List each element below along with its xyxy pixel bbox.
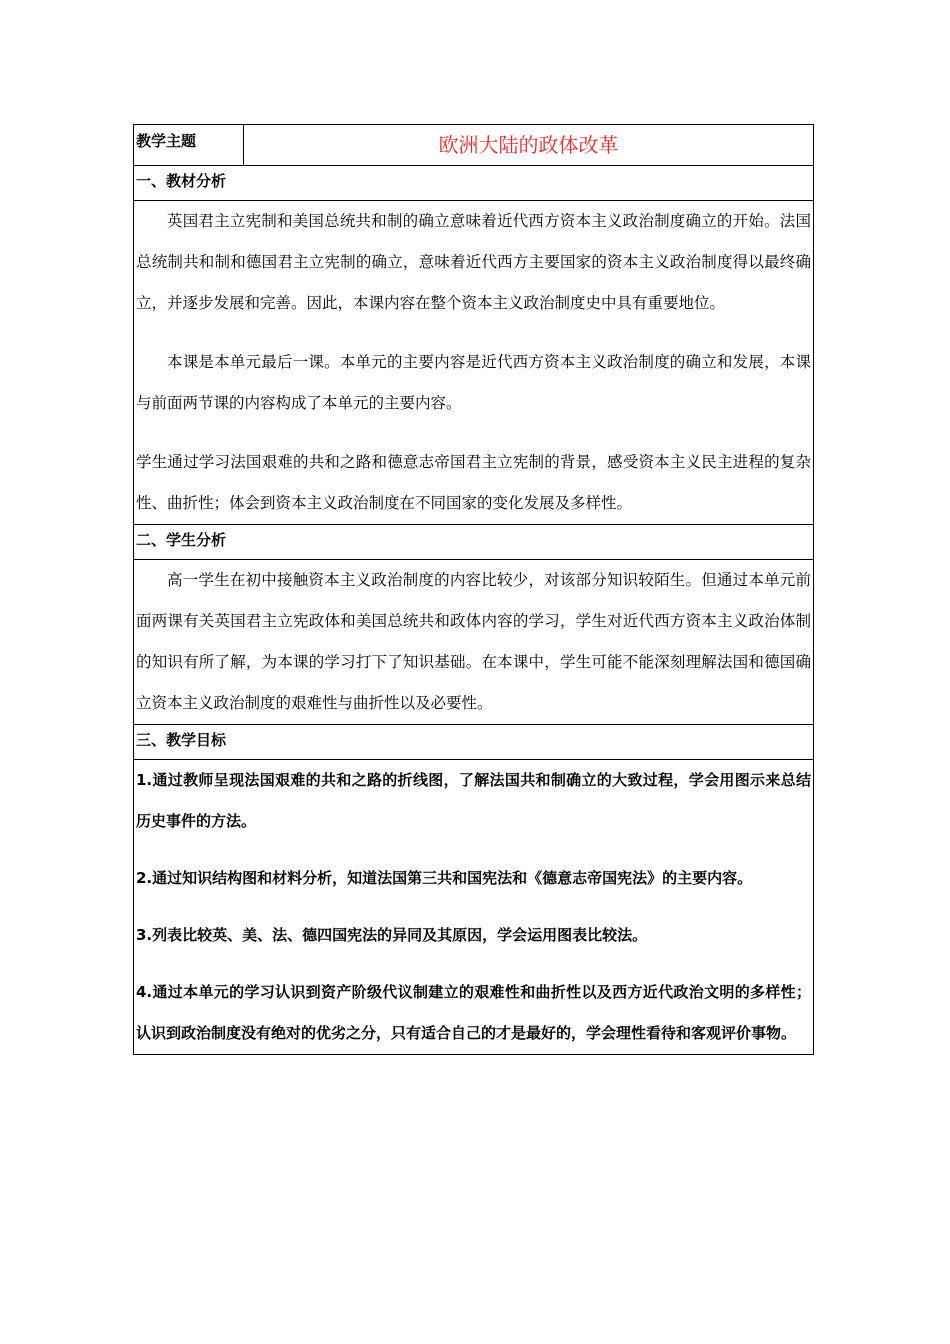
section-heading-row xyxy=(134,725,814,760)
material-analysis-heading: 一、教材分析 xyxy=(134,166,814,201)
lesson-title: 欧洲大陆的政体改革 xyxy=(244,125,814,166)
student-analysis-row xyxy=(134,560,814,725)
goal-item: 1.通过教师呈现法国艰难的共和之路的折线图，了解法国共和制确立的大致过程，学会用图示来总结历史事件的方法。 xyxy=(136,771,811,830)
student-paragraph: 高一学生在初中接触资本主义政治制度的内容比较少，对该部分知识较陌生。但通过本单元前面两课有关英国君主立宪政体和美国总统共和政体内容的学习，学生对近代西方资本主义政治体制的知识有所了解，为本课的学习打下了知识基础。在本课中，学生可能不能深刻理解法国和德国确立资本主义政治制度的艰难性与曲折性以及必要性。 xyxy=(136,571,811,712)
header-row xyxy=(134,125,814,166)
teaching-goals-heading: 三、教学目标 xyxy=(134,725,814,760)
teaching-goals-body xyxy=(134,760,814,1055)
section-heading-row xyxy=(134,166,814,201)
material-analysis-body xyxy=(134,201,814,525)
material-paragraph: 本课是本单元最后一课。本单元的主要内容是近代西方资本主义政治制度的确立和发展，本课与前面两节课的内容构成了本单元的主要内容。 xyxy=(136,353,811,412)
material-paragraph: 英国君主立宪制和美国总统共和制的确立意味着近代西方资本主义政治制度确立的开始。法国总统制共和制和德国君主立宪制的确立，意味着近代西方主要国家的资本主义政治制度得以最终确立，并逐步发展和完善。因此，本课内容在整个资本主义政治制度史中具有重要地位。 xyxy=(136,212,811,312)
goal-item: 2.通过知识结构图和材料分析，知道法国第三共和国宪法和《德意志帝国宪法》的主要内容。 xyxy=(136,869,753,887)
student-analysis-heading: 二、学生分析 xyxy=(134,525,814,560)
teaching-goals-row xyxy=(134,760,814,1055)
material-paragraph: 学生通过学习法国艰难的共和之路和德意志帝国君主立宪制的背景，感受资本主义民主进程的复杂性、曲折性；体会到资本主义政治制度在不同国家的变化发展及多样性。 xyxy=(136,453,811,512)
material-analysis-row xyxy=(134,201,814,525)
topic-label: 教学主题 xyxy=(134,125,244,166)
lesson-plan-table xyxy=(133,124,814,1055)
goal-item: 3.列表比较英、美、法、德四国宪法的异同及其原因，学会运用图表比较法。 xyxy=(136,926,648,944)
student-analysis-body xyxy=(134,560,814,725)
section-heading-row xyxy=(134,525,814,560)
goal-item: 4.通过本单元的学习认识到资产阶级代议制建立的艰难性和曲折性以及西方近代政治文明的多样性；认识到政治制度没有绝对的优劣之分，只有适合自己的才是最好的，学会理性看待和客观评价事物。 xyxy=(136,983,811,1042)
